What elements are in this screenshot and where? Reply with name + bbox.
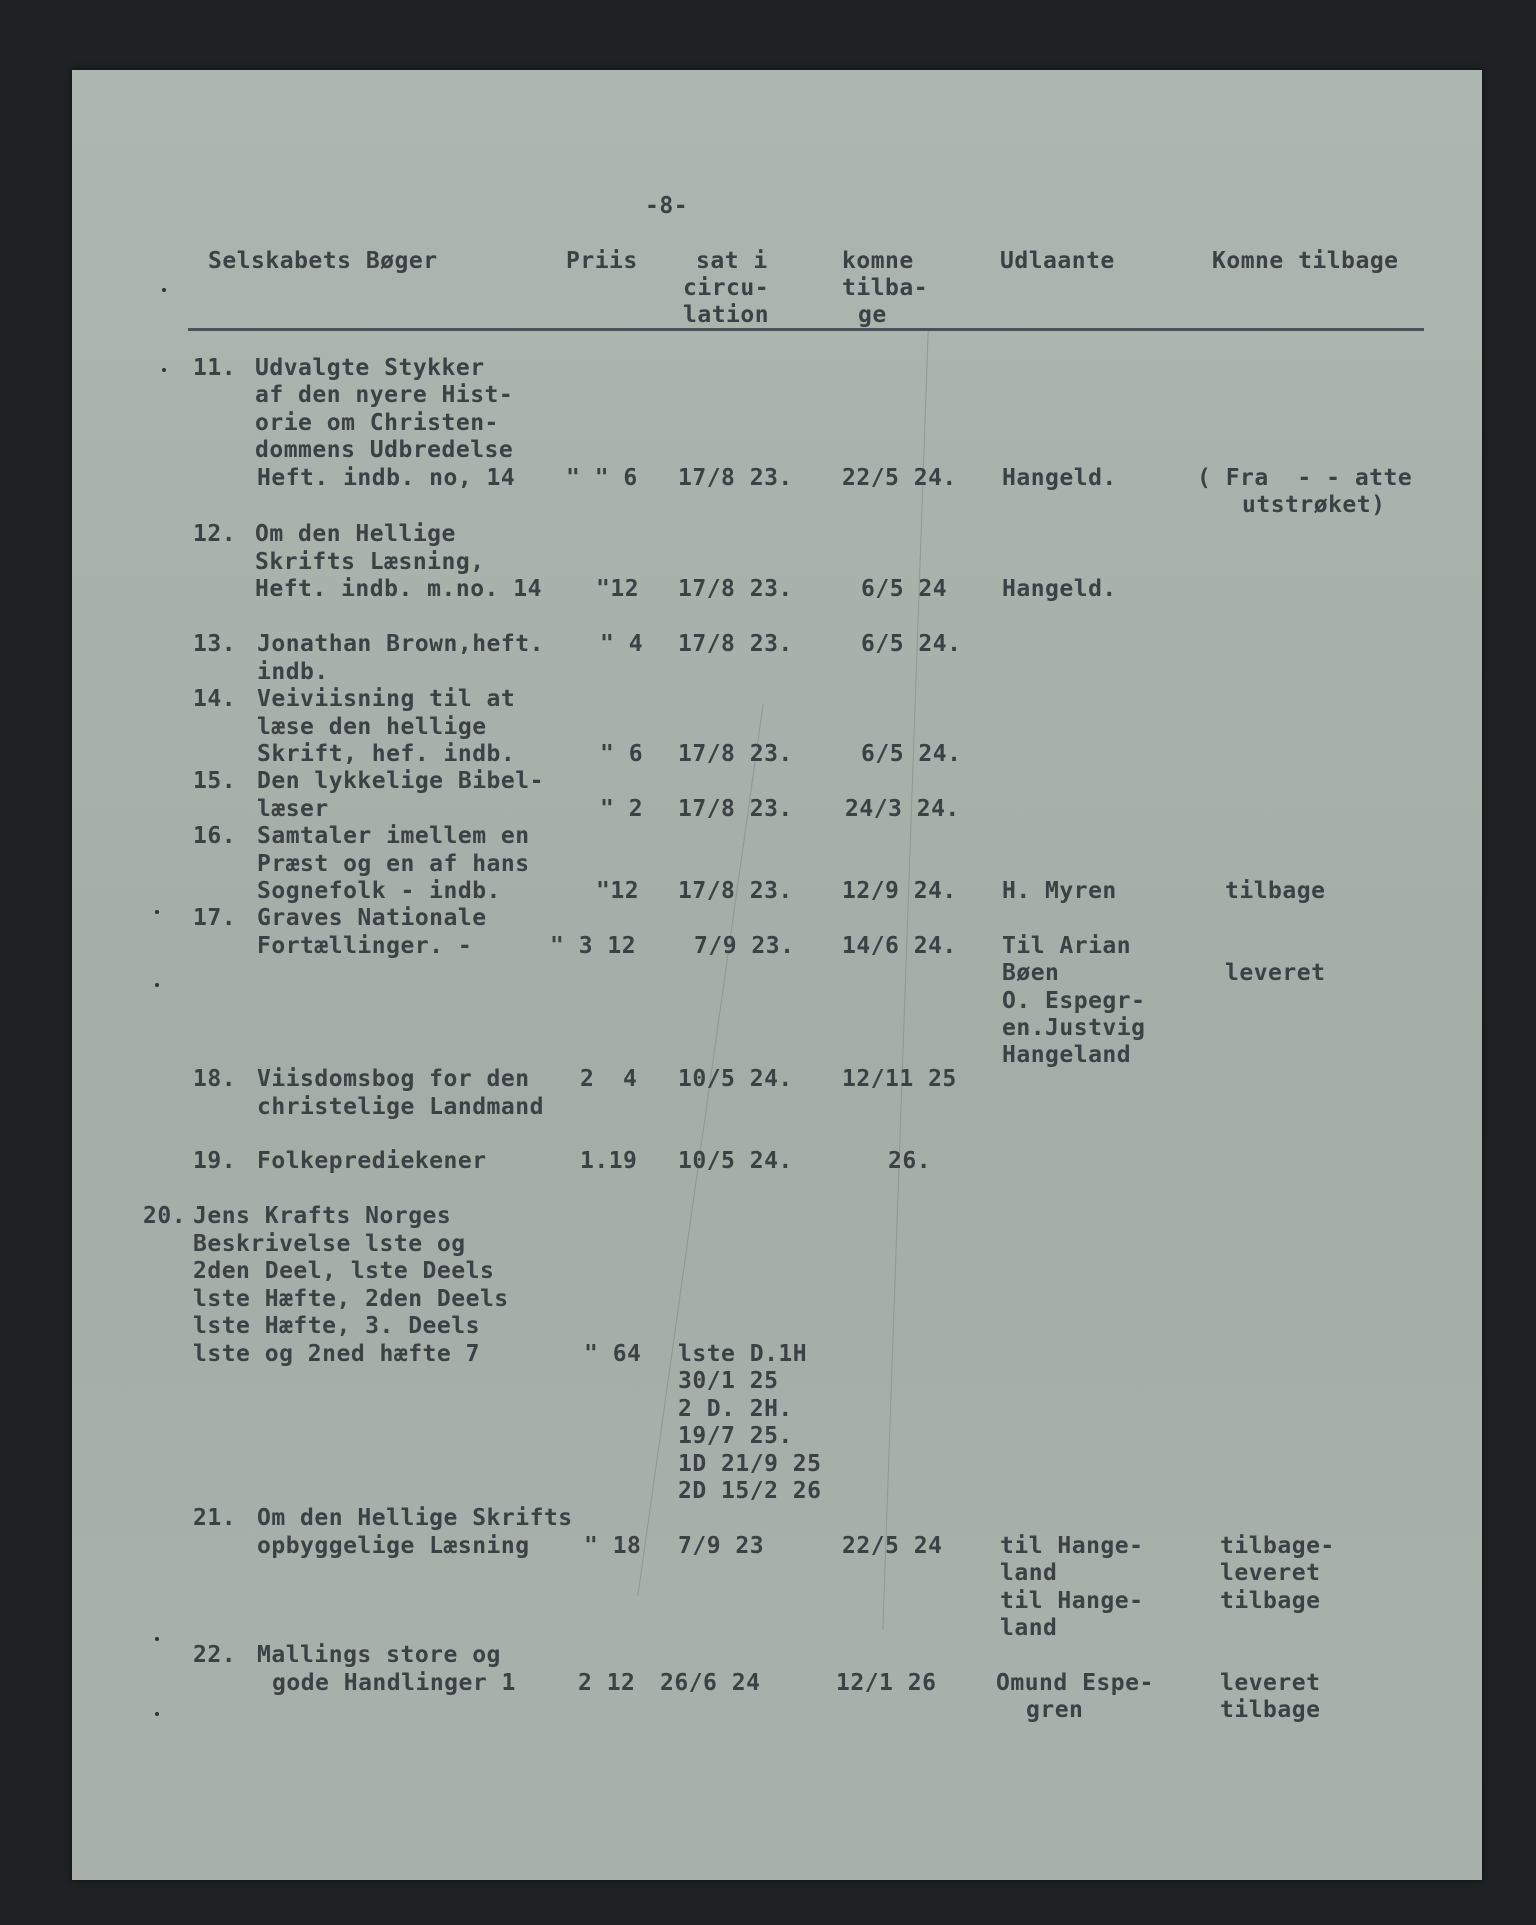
- entry-circulation-date: 7/9 23: [678, 1533, 765, 1559]
- entry-title-line: lste Hæfte, 2den Deels: [193, 1286, 509, 1312]
- entry-lent-to: Hangeld.: [1002, 576, 1117, 602]
- entry-returned-date: 6/5 24.: [861, 631, 962, 657]
- entry-lent-to: en.Justvig: [1002, 1015, 1146, 1041]
- margin-mark: [155, 1712, 159, 1716]
- entry-circulation-date: 17/8 23.: [678, 878, 793, 904]
- margin-mark: [155, 1637, 159, 1641]
- entry-returned-date: 12/1 26: [836, 1670, 937, 1696]
- entry-returned-date: 24/3 24.: [845, 796, 960, 822]
- entry-title-line: Beskrivelse lste og: [193, 1231, 466, 1257]
- entry-lent-to: til Hange-: [1000, 1533, 1144, 1559]
- entry-title-line: Heft. indb. no, 14: [257, 465, 516, 491]
- entry-title-line: Jonathan Brown,heft.: [257, 631, 544, 657]
- entry-title-line: læser: [257, 796, 329, 822]
- entry-returned-date: 14/6 24.: [842, 933, 957, 959]
- entry-circulation-date: 10/5 24.: [678, 1066, 793, 1092]
- margin-mark: [155, 910, 159, 914]
- entry-lent-to: gren: [1026, 1697, 1084, 1723]
- entry-number: 13.: [193, 631, 237, 657]
- entry-title-line: Folkeprediekener: [257, 1148, 487, 1174]
- entry-title-line: læse den hellige: [257, 714, 487, 740]
- entry-number: 18.: [193, 1066, 237, 1092]
- entry-title-line: orie om Christen-: [255, 410, 499, 436]
- entry-title-line: Skrift, hef. indb.: [257, 741, 516, 767]
- entry-circulation-date: 17/8 23.: [678, 465, 793, 491]
- entry-lent-to: Til Arian: [1002, 933, 1132, 959]
- entry-title-line: Skrifts Læsning,: [255, 549, 485, 575]
- entry-title-line: Heft. indb. m.no. 14: [255, 576, 542, 602]
- entry-price: " 3 12: [550, 933, 637, 959]
- entry-circulation-date: 2 D. 2H.: [678, 1396, 793, 1422]
- entry-title-line: Udvalgte Stykker: [255, 355, 485, 381]
- entry-came-back: tilbage-: [1220, 1533, 1335, 1559]
- entry-price: 1.19: [580, 1148, 638, 1174]
- entry-lent-to: Hangeland: [1002, 1042, 1132, 1068]
- entry-number: 21.: [193, 1505, 237, 1531]
- header-circulation-1: sat i: [696, 248, 768, 274]
- entry-title-line: 2den Deel, lste Deels: [193, 1258, 495, 1284]
- header-lent: Udlaante: [1000, 248, 1115, 274]
- entry-came-back: tilbage: [1220, 1588, 1321, 1614]
- entry-title-line: Sognefolk - indb.: [257, 878, 501, 904]
- entry-title-line: lste og 2ned hæfte 7: [193, 1341, 480, 1367]
- entry-circulation-date: lste D.1H: [678, 1341, 808, 1367]
- entry-returned-date: 12/11 25: [842, 1066, 957, 1092]
- header-returned-3: ge: [858, 302, 887, 328]
- header-rule: [188, 328, 1424, 331]
- entry-returned-date: 6/5 24.: [861, 741, 962, 767]
- entry-number: 16.: [193, 823, 237, 849]
- entry-title-line: Veiviisning til at: [257, 686, 516, 712]
- entry-returned-date: 22/5 24: [842, 1533, 943, 1559]
- entry-came-back: tilbage: [1225, 878, 1326, 904]
- entry-title-line: lste Hæfte, 3. Deels: [193, 1313, 480, 1339]
- entry-title-line: Graves Nationale: [257, 905, 487, 931]
- margin-mark: [155, 983, 159, 987]
- entry-price: "12: [596, 878, 640, 904]
- header-circulation-2: circu-: [683, 275, 770, 301]
- entry-title-line: af den nyere Hist-: [255, 382, 514, 408]
- entry-circulation-date: 10/5 24.: [678, 1148, 793, 1174]
- entry-title-line: gode Handlinger 1: [272, 1670, 516, 1696]
- page-number: -8-: [645, 193, 689, 219]
- entry-came-back: utstrøket): [1242, 492, 1386, 518]
- entry-returned-date: 26.: [888, 1148, 932, 1174]
- entry-title-line: christelige Landmand: [257, 1094, 544, 1120]
- entry-came-back: leveret: [1220, 1560, 1321, 1586]
- entry-title-line: Jens Krafts Norges: [193, 1203, 452, 1229]
- entry-came-back: leveret: [1225, 960, 1326, 986]
- entry-number: 22.: [193, 1642, 237, 1668]
- entry-circulation-date: 19/7 25.: [678, 1423, 793, 1449]
- entry-returned-date: 12/9 24.: [842, 878, 957, 904]
- entry-price: 2 12: [578, 1670, 636, 1696]
- entry-lent-to: Hangeld.: [1002, 465, 1117, 491]
- entry-number: 19.: [193, 1148, 237, 1174]
- entry-title-line: opbyggelige Læsning: [257, 1533, 530, 1559]
- entry-number: 11.: [193, 355, 237, 381]
- margin-mark: [162, 288, 166, 292]
- entry-title-line: Samtaler imellem en: [257, 823, 530, 849]
- header-circulation-3: lation: [683, 302, 770, 328]
- entry-price: " 4: [600, 631, 644, 657]
- entry-lent-to: Bøen: [1002, 960, 1060, 986]
- entry-title-line: Fortællinger. -: [257, 933, 473, 959]
- entry-came-back: leveret: [1220, 1670, 1321, 1696]
- entry-price: " 18: [584, 1533, 642, 1559]
- entry-circulation-date: 30/1 25: [678, 1368, 779, 1394]
- entry-lent-to: H. Myren: [1002, 878, 1117, 904]
- header-books: Selskabets Bøger: [208, 248, 438, 274]
- entry-circulation-date: 17/8 23.: [678, 796, 793, 822]
- entry-number: 12.: [193, 521, 237, 547]
- entry-returned-date: 22/5 24.: [842, 465, 957, 491]
- entry-lent-to: land: [1000, 1615, 1058, 1641]
- entry-title-line: indb.: [257, 659, 329, 685]
- entry-circulation-date: 17/8 23.: [678, 631, 793, 657]
- entry-came-back: ( Fra - - atte: [1197, 465, 1413, 491]
- entry-price: " 64: [584, 1341, 642, 1367]
- entry-circulation-date: 7/9 23.: [694, 933, 795, 959]
- entry-lent-to: O. Espegr-: [1002, 988, 1146, 1014]
- header-price: Priis: [566, 248, 638, 274]
- entry-circulation-date: 2D 15/2 26: [678, 1478, 822, 1504]
- entry-number: 20.: [143, 1203, 187, 1229]
- entry-title-line: Den lykkelige Bibel-: [257, 768, 544, 794]
- entry-number: 14.: [193, 686, 237, 712]
- entry-number: 17.: [193, 905, 237, 931]
- entry-price: " " 6: [566, 465, 638, 491]
- margin-mark: [162, 368, 166, 372]
- entry-circulation-date: 26/6 24: [660, 1670, 761, 1696]
- entry-lent-to: land: [1000, 1560, 1058, 1586]
- entry-circulation-date: 1D 21/9 25: [678, 1451, 822, 1477]
- entry-title-line: Præst og en af hans: [257, 851, 530, 877]
- entry-lent-to: Omund Espe-: [996, 1670, 1154, 1696]
- entry-title-line: Om den Hellige: [255, 521, 456, 547]
- entry-title-line: dommens Udbredelse: [255, 437, 514, 463]
- entry-returned-date: 6/5 24: [861, 576, 948, 602]
- entry-price: 2 4: [580, 1066, 638, 1092]
- header-came-back: Komne tilbage: [1212, 248, 1399, 274]
- header-returned-2: tilba-: [842, 275, 929, 301]
- entry-title-line: Mallings store og: [257, 1642, 501, 1668]
- entry-title-line: Om den Hellige Skrifts: [257, 1505, 573, 1531]
- entry-lent-to: til Hange-: [1000, 1588, 1144, 1614]
- entry-came-back: tilbage: [1220, 1697, 1321, 1723]
- entry-circulation-date: 17/8 23.: [678, 576, 793, 602]
- entry-price: " 2: [600, 796, 644, 822]
- entry-price: " 6: [600, 741, 644, 767]
- header-returned-1: komne: [842, 248, 914, 274]
- entry-number: 15.: [193, 768, 237, 794]
- entry-title-line: Viisdomsbog for den: [257, 1066, 530, 1092]
- entry-circulation-date: 17/8 23.: [678, 741, 793, 767]
- entry-price: "12: [596, 576, 640, 602]
